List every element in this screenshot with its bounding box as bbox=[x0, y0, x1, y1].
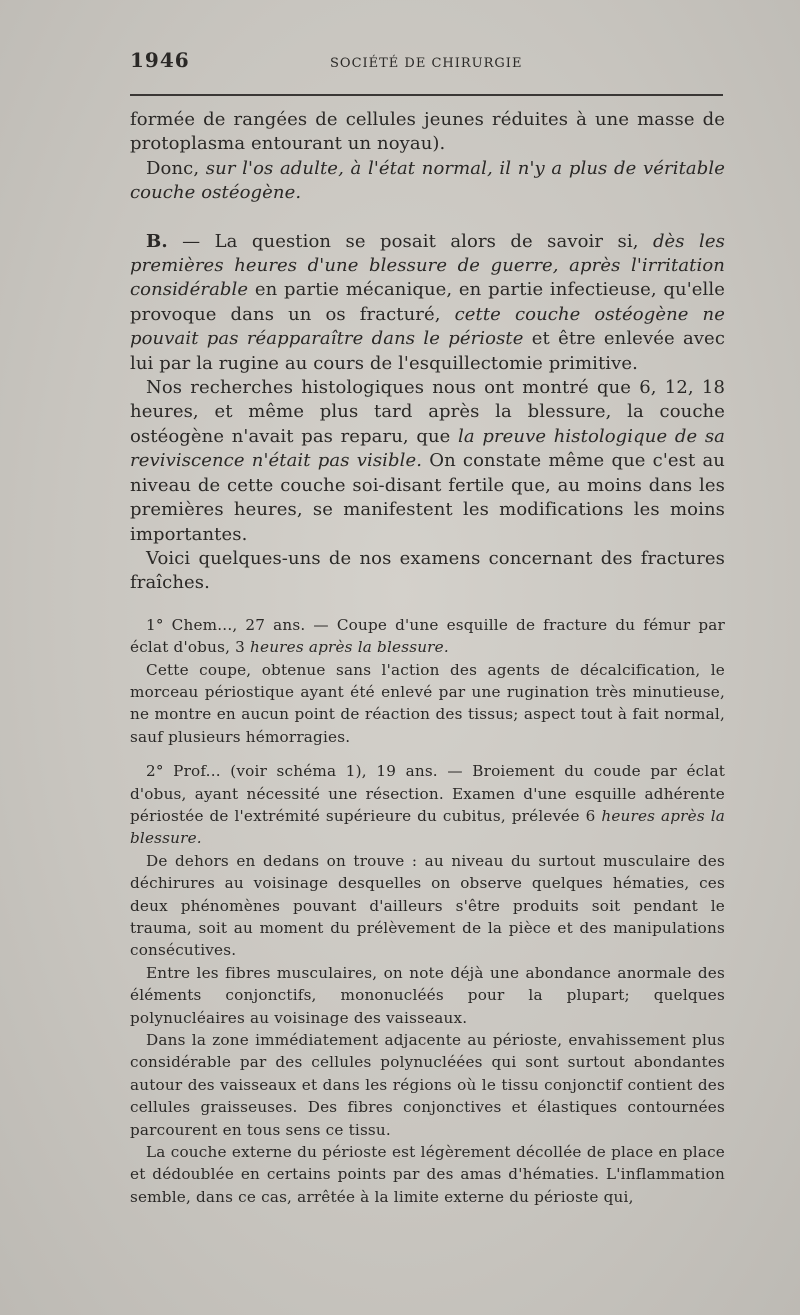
italic-text: la preuve histologique de sa reviviscence n'était pas visible. bbox=[130, 425, 726, 472]
text-run: De dehors en dedans on trouve : au niveau du surtout musculaire des déchirures au voisinage desquelles on observe quelques hématies, ces deux phénomènes pouvant d'ailleurs s'être produits soit pendant le trauma, soit au moment du prélèvement de la pièce et des manipulations consécutives. bbox=[130, 851, 725, 960]
running-title: SOCIÉTÉ DE CHIRURGIE bbox=[330, 56, 523, 71]
text-run: Dans la zone immédiatement adjacente au périoste, envahissement plus considérable par des cellules polynucléées qui sont surtout abondantes autour des vaisseaux et dans les régions où le tissu conjonctif contient des cellules graisseuses. Des fibres conjonctives et élastiques contournées parcourent en tous sens ce tissu. bbox=[130, 1031, 725, 1139]
section-gap bbox=[130, 748, 725, 760]
text-run: en partie mécanique, en partie infectieuse, qu'elle provoque dans un os fracturé, bbox=[130, 279, 725, 325]
paragraph bbox=[130, 547, 725, 596]
case-paragraph bbox=[130, 1141, 725, 1208]
text-run: 2° Prof... (voir schéma 1), 19 ans. — Broiement du coude par éclat d'obus, ayant nécessité une résection. Examen d'une esquille adhérente périostée de l'extrémité supérieure du cubitus, prélevée 6 bbox=[130, 762, 725, 825]
text-run: et être enlevée avec lui par la rugine au cours de l'esquillectomie primitive. bbox=[130, 328, 725, 374]
case-paragraph bbox=[130, 1029, 725, 1141]
italic-text: heures après la blessure. bbox=[250, 638, 449, 657]
paragraph bbox=[130, 376, 725, 547]
paragraph bbox=[130, 230, 725, 376]
text-run: Nos recherches histologiques nous ont montré que 6, 12, 18 heures, et même plus tard après la blessure, la couche ostéogène n'avait pas reparu, que bbox=[130, 377, 725, 447]
section-gap bbox=[130, 596, 725, 614]
body-text bbox=[130, 108, 725, 1208]
text-run: Entre les fibres musculaires, on note déjà une abondance anormale des éléments conjonctifs, mononucléés pour la plupart; quelques polynucléaires au voisinage des vaisseaux. bbox=[130, 963, 725, 1027]
page-number: 1946 bbox=[130, 48, 190, 72]
paragraph bbox=[130, 157, 725, 206]
text-run: 1° Chem..., 27 ans. — Coupe d'une esquille de fracture du fémur par éclat d'obus, 3 bbox=[130, 615, 725, 657]
text-run: La couche externe du périoste est légèrement décollée de place en place et dédoublée en certains points par des amas d'hématies. L'inflammation semble, dans ce cas, arrêtée à la limite externe du périoste qui, bbox=[130, 1143, 725, 1206]
text-run: Donc, bbox=[146, 157, 206, 179]
text-run: On constate même que c'est au niveau de cette couche soi-disant fertile que, au moins dans les premières heures, se manifestent les modifications les moins importantes. bbox=[130, 450, 725, 545]
text-run: Cette coupe, obtenue sans l'action des agents de décalcification, le morceau périostique ayant été enlevé par une rugination très minutieuse, ne montre en aucun point de réaction des tissus; aspect tout à fait normal, sauf plusieurs hémorragies. bbox=[130, 660, 725, 746]
header-rule bbox=[130, 94, 723, 96]
case-paragraph bbox=[130, 850, 725, 962]
italic-text: dès les premières heures d'une blessure de guerre, après l'irritation considérable bbox=[130, 230, 725, 301]
paragraph bbox=[130, 108, 725, 157]
page-header bbox=[130, 48, 723, 78]
bold-text: B. bbox=[146, 230, 168, 252]
section-gap bbox=[130, 206, 725, 230]
case-paragraph bbox=[130, 962, 725, 1029]
italic-text: cette couche ostéogène ne pouvait pas réapparaître dans le périoste bbox=[130, 303, 725, 350]
text-run: Voici quelques-uns de nos examens concernant des fractures fraîches. bbox=[130, 547, 725, 594]
italic-text: heures après la blessure. bbox=[130, 806, 726, 848]
case-paragraph bbox=[130, 760, 725, 850]
text-run: formée de rangées de cellules jeunes réduites à une masse de protoplasma entourant un noyau). bbox=[130, 109, 725, 155]
case-paragraph bbox=[130, 659, 725, 749]
text-run: — La question se posait alors de savoir si, bbox=[167, 230, 653, 252]
italic-text: sur l'os adulte, à l'état normal, il n'y a plus de véritable couche ostéogène. bbox=[130, 157, 725, 204]
case-paragraph bbox=[130, 614, 725, 659]
